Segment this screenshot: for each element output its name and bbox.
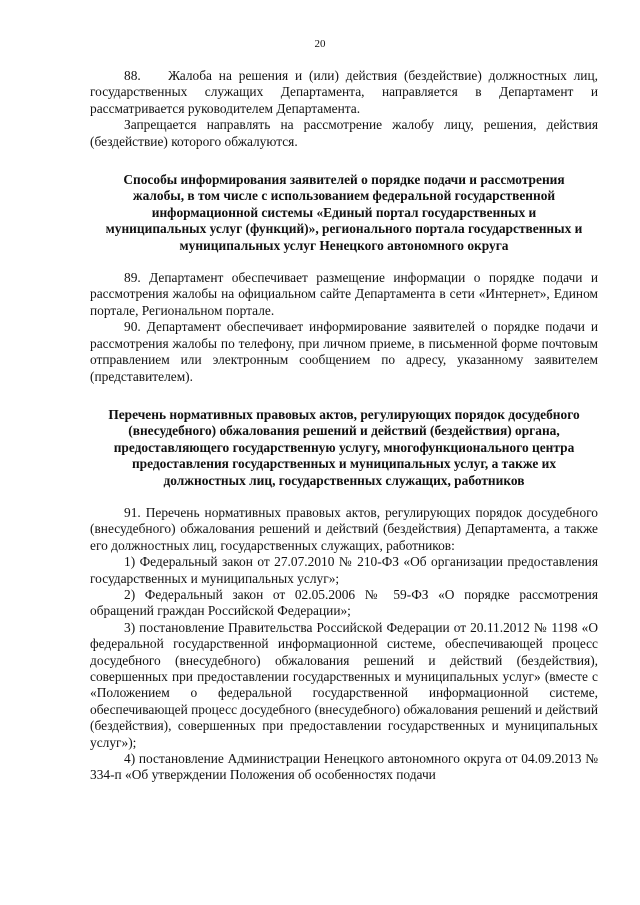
list-item-4: 4) постановление Администрации Ненецкого автономного округа от 04.09.2013 № 334-п «Об утверждении Положения об особенностях подачи	[90, 751, 598, 783]
list-item-1: 1) Федеральный закон от 27.07.2010 № 210-ФЗ «Об организации предоставления государственных и муниципальных услуг»;	[90, 554, 598, 586]
list-item-2: 2) Федеральный закон от 02.05.2006 № 59-ФЗ «О порядке рассмотрения обращений граждан Российской Федерации»;	[90, 586, 598, 619]
spacer	[90, 385, 598, 407]
paragraph-88: 88. Жалоба на решения и (или) действия (бездействие) должностных лиц, государственных служащих Департамента, направляется в Департамент и рассматривается руководителем Департамента.	[90, 68, 598, 116]
paragraph-89: 89. Департамент обеспечивает размещение информации о порядке подачи и рассмотрения жалобы на официальном сайте Департамента в сети «Интернет», Едином портале, Региональном портале.	[90, 270, 598, 318]
spacer	[90, 254, 598, 270]
spacer	[90, 150, 598, 172]
spacer	[90, 489, 598, 505]
paragraph-prohibition: Запрещается направлять на рассмотрение жалобу лицу, решения, действия (бездействие) которого обжалуются.	[90, 117, 598, 149]
page-number: 20	[314, 38, 326, 50]
section-heading-legal-acts: Перечень нормативных правовых актов, регулирующих порядок досудебного (внесудебного) обжалования решений и действий (бездействия) органа, предоставляющего государственную услугу, многофункционального центра предоставления государственных и муниципальных услуг, а также их должностных лиц, государственных служащих, работников	[108, 406, 580, 488]
section-heading-informing: Способы информирования заявителей о порядке подачи и рассмотрения жалобы, в том числе с использованием федеральной государственной информационной системы «Единый портал государственных и муниципальных услуг (функций)», регионального портала государственных и муниципальных услуг Ненецкого автономного округа	[105, 172, 583, 253]
document-body	[90, 68, 598, 784]
paragraph-90: 90. Департамент обеспечивает информирование заявителей о порядке подачи и рассмотрения жалобы по телефону, при личном приеме, в письменной форме почтовым отправлением или электронным сообщением по адресу, указанному заявителем (представителем).	[90, 319, 598, 384]
paragraph-91: 91. Перечень нормативных правовых актов, регулирующих порядок досудебного (внесудебного) обжалования решений и действий (бездействия) Департамента, а также его должностных лиц, государственных служащих, работников:	[90, 504, 598, 553]
list-item-3: 3) постановление Правительства Российской Федерации от 20.11.2012 № 1198 «О федеральной государственной информационной системе, обеспечивающей процесс досудебного (внесудебного) обжалования решений и действий (бездействия), совершенных при предоставлении государственных и муниципальных услуг» (вместе с «Положением о федеральной государственной информационной системе, обеспечивающей процесс досудебного (внесудебного) обжалования решений и действий (бездействия), совершенных при предоставлении государственных и муниципальных услуг»);	[90, 619, 598, 750]
